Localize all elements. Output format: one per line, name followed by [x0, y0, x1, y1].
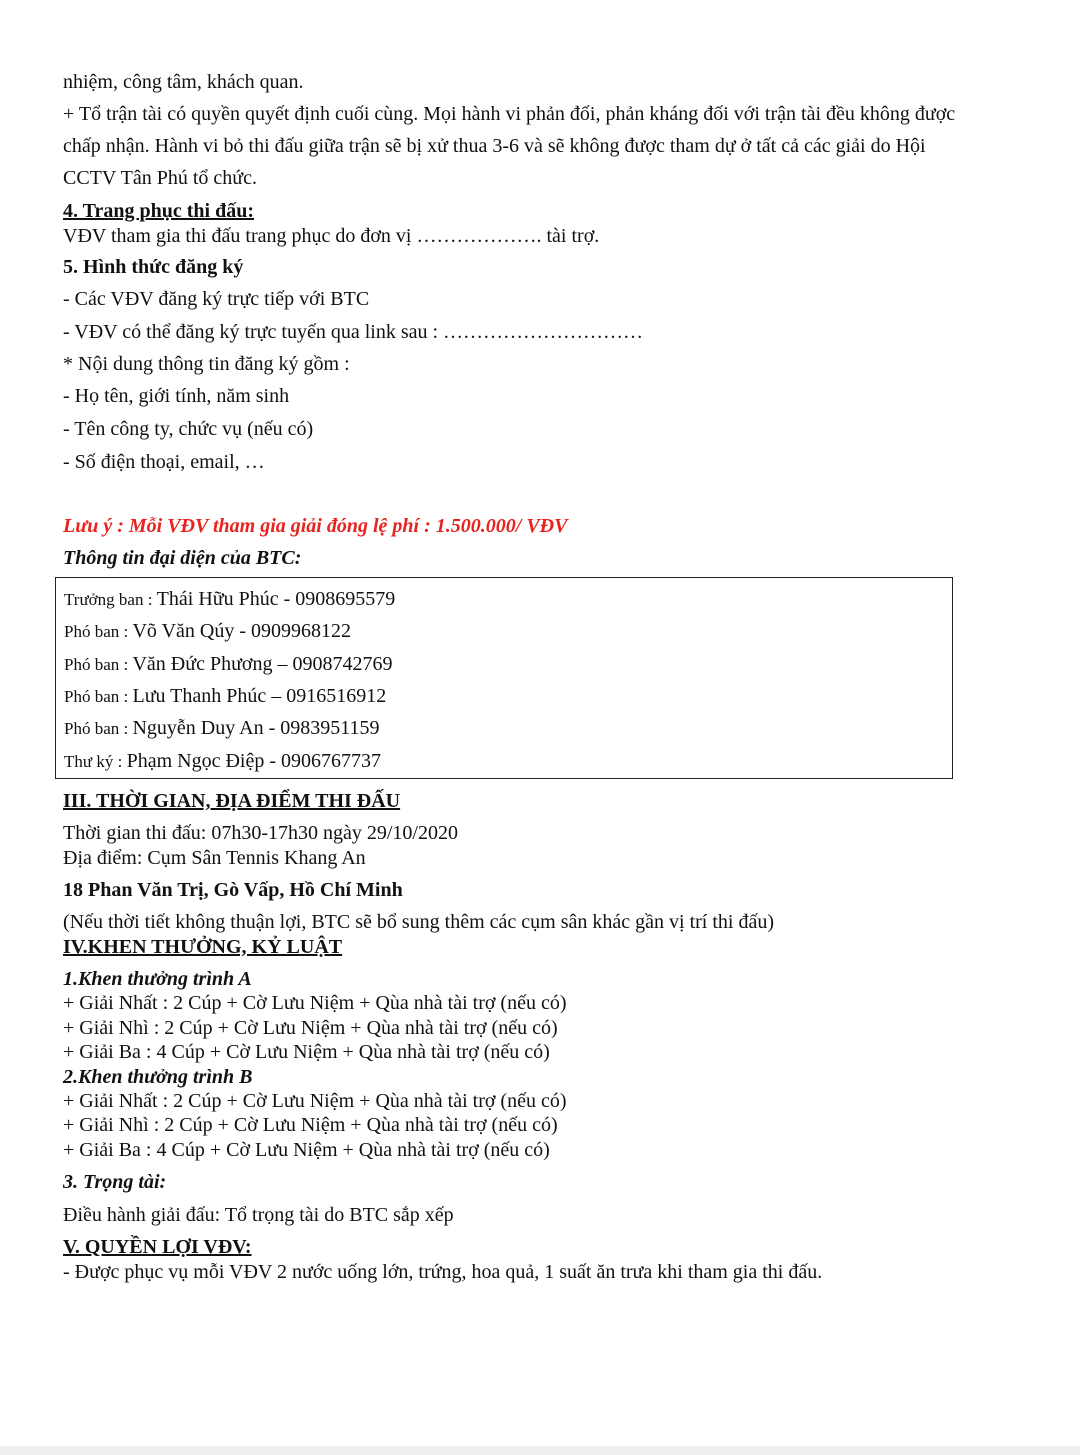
reward-item: + Giải Ba : 4 Cúp + Cờ Lưu Niệm + Qùa nhà tài trợ (nếu có) [63, 1041, 550, 1063]
section3-time: Thời gian thi đấu: 07h30-17h30 ngày 29/10/2020 [63, 822, 458, 844]
btc-member-info: Phạm Ngọc Điệp - 0906767737 [126, 750, 381, 772]
btc-heading: Thông tin đại diện của BTC: [63, 547, 302, 569]
referee-title: 3. Trọng tài: [63, 1171, 167, 1193]
btc-member-info: Nguyễn Duy An - 0983951159 [132, 717, 380, 739]
btc-member-role: Phó ban : [64, 655, 133, 674]
btc-member-role: Phó ban : [64, 622, 133, 641]
btc-member-row [64, 652, 393, 677]
reward-group-b-title: 2.Khen thưởng trình B [63, 1066, 253, 1088]
reward-item: + Giải Nhất : 2 Cúp + Cờ Lưu Niệm + Qùa nhà tài trợ (nếu có) [63, 1090, 567, 1112]
btc-member-role: Phó ban : [64, 719, 133, 738]
referee-text: Điều hành giải đấu: Tổ trọng tài do BTC sắp xếp [63, 1204, 454, 1226]
uniform-text: VĐV tham gia thi đấu trang phục do đơn vị ………………. tài trợ. [63, 225, 600, 247]
btc-member-role: Thư ký : [64, 752, 127, 771]
btc-member-row [64, 749, 381, 774]
btc-member-info: Thái Hữu Phúc - 0908695579 [156, 588, 396, 610]
page-bottom-edge [0, 1446, 1080, 1455]
btc-member-row [64, 619, 351, 644]
section5-heading: V. QUYỀN LỢI VĐV: [63, 1236, 252, 1258]
reward-item: + Giải Ba : 4 Cúp + Cờ Lưu Niệm + Qùa nhà tài trợ (nếu có) [63, 1139, 550, 1161]
btc-member-info: Võ Văn Qúy - 0909968122 [132, 620, 351, 642]
reward-item: + Giải Nhì : 2 Cúp + Cờ Lưu Niệm + Qùa nhà tài trợ (nếu có) [63, 1017, 558, 1039]
intro-line-2: + Tổ trận tài có quyền quyết định cuối cùng. Mọi hành vi phản đối, phản kháng đối với trận tài đều không được [63, 103, 956, 125]
intro-line-4: CCTV Tân Phú tổ chức. [63, 167, 257, 189]
uniform-heading: 4. Trang phục thi đấu: [63, 200, 254, 222]
registration-line: - VĐV có thể đăng ký trực tuyến qua link sau : ………………………… [63, 321, 644, 343]
registration-line: - Các VĐV đăng ký trực tiếp với BTC [63, 288, 370, 310]
registration-heading: 5. Hình thức đăng ký [63, 256, 244, 278]
btc-member-info: Lưu Thanh Phúc – 0916516912 [132, 685, 387, 707]
btc-member-info: Văn Đức Phương – 0908742769 [132, 653, 393, 675]
section3-place: Địa điểm: Cụm Sân Tennis Khang An [63, 847, 366, 869]
section3-heading: III. THỜI GIAN, ĐỊA ĐIỂM THI ĐẤU [63, 790, 401, 812]
section4-heading: IV.KHEN THƯỞNG, KỶ LUẬT [63, 936, 343, 958]
registration-line: - Số điện thoại, email, … [63, 451, 265, 473]
registration-line: - Họ tên, giới tính, năm sinh [63, 385, 290, 407]
registration-line: - Tên công ty, chức vụ (nếu có) [63, 418, 314, 440]
intro-line-3: chấp nhận. Hành vi bỏ thi đấu giữa trận sẽ bị xử thua 3-6 và sẽ không được tham dự ở tất cả các giải do Hội [63, 135, 926, 157]
btc-member-row [64, 684, 386, 709]
reward-item: + Giải Nhì : 2 Cúp + Cờ Lưu Niệm + Qùa nhà tài trợ (nếu có) [63, 1114, 558, 1136]
btc-member-role: Trưởng ban : [64, 590, 157, 609]
btc-member-row [64, 587, 395, 612]
btc-contact-box [55, 577, 953, 779]
registration-line: * Nội dung thông tin đăng ký gồm : [63, 353, 350, 375]
fee-note: Lưu ý : Mỗi VĐV tham gia giải đóng lệ phí : 1.500.000/ VĐV [63, 515, 568, 537]
btc-member-row [64, 716, 380, 741]
btc-member-role: Phó ban : [64, 687, 133, 706]
reward-group-a-title: 1.Khen thưởng trình A [63, 968, 252, 990]
intro-line-1: nhiệm, công tâm, khách quan. [63, 71, 304, 93]
section3-weather-note: (Nếu thời tiết không thuận lợi, BTC sẽ bổ sung thêm các cụm sân khác gần vị trí thi đấu) [63, 911, 775, 933]
section3-address: 18 Phan Văn Trị, Gò Vấp, Hồ Chí Minh [63, 879, 403, 901]
reward-item: + Giải Nhất : 2 Cúp + Cờ Lưu Niệm + Qùa nhà tài trợ (nếu có) [63, 992, 567, 1014]
section5-text: - Được phục vụ mỗi VĐV 2 nước uống lớn, trứng, hoa quả, 1 suất ăn trưa khi tham gia thi đấu. [63, 1261, 823, 1283]
